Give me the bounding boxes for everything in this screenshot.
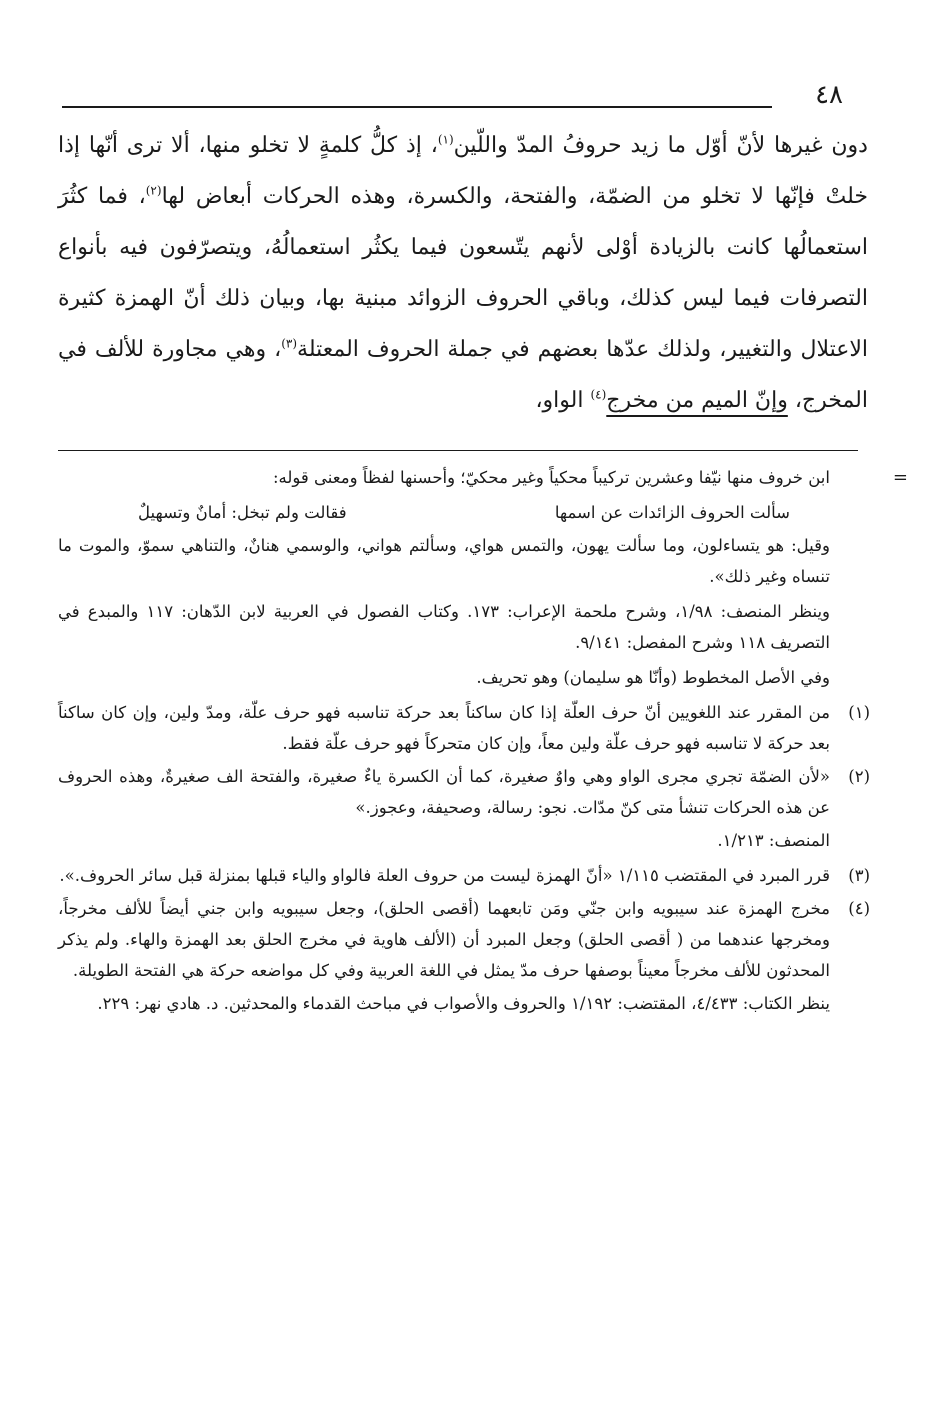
body-segment-3: ، فما كثُرَ استعمالُها كانت بالزيادة أوْلى لأنهم يتّسعون فيما يكثُر استعمالُهُ، ويتصرّفون فيه بأنواع التصرفات فيما ليس كذلك، وباقي الحروف الزوائد مبنية بها، وبيان ذلك أنّ الهمزة كثيرة الاعتلال والتغيير، ولذلك عدّها بعضهم في جملة الحروف المعتلة xyxy=(58,184,868,362)
footnote-4 xyxy=(58,893,870,986)
footnote-ref-1[interactable]: (١) xyxy=(437,132,454,147)
footnote-2-text: «لأن الضمّة تجري مجرى الواو وهي واوٌ صغيرة، كما أن الكسرة ياءٌ صغيرة، والفتحة الف صغيرةٌ، وهذه الحروف عن هذه الحركات تنشأ متى كنّ مدّات. نجو: رسالة، وصحيفة، وعجوز.» xyxy=(58,767,830,817)
footnote-1-text: من المقرر عند اللغويين أنّ حرف العلّة إذا كان ساكناً بعد حركة تناسبه فهو حرف علّة، ومدّ ولين، وإن كان ساكناً بعد حركة لا تناسبه فهو حرف علّة ولين معاً، وإن كان متحركاً فهو حرف علّة فقط. xyxy=(58,703,830,753)
footnote-continuation-refs: وينظر المنصف: ١/٩٨، وشرح ملحمة الإعراب: ١٧٣. وكتاب الفصول في العربية لابن الدّهان: ١١٧ والمبدع في التصريف ١١٨ وشرح المفصل: ٩/١٤١. xyxy=(58,602,831,652)
footnotes xyxy=(58,462,908,1023)
continuation-intro-text: ابن خروف منها نيّفا وعشرين تركيباً محكياً وغير محكيّ؛ وأحسنها لفظاً ومعنى قوله: xyxy=(272,468,830,487)
continuation-mark: = xyxy=(892,467,908,488)
body-segment-4: ، وهي مجاورة للألف في المخرج، xyxy=(58,337,868,413)
body-segment-6: الواو، xyxy=(535,388,591,413)
footnote-2-number: (٢) xyxy=(848,767,870,786)
body-text xyxy=(58,120,868,426)
footnote-ref-4[interactable]: (٤) xyxy=(590,387,607,402)
footnote-3-number: (٣) xyxy=(848,866,870,885)
footnote-3-text: قرر المبرد في المقتضب ١/١١٥ «أنّ الهمزة ليست من حروف العلة فالواو والياء قبلها بمنزلة قبل سائر الحروف.». xyxy=(59,866,830,885)
footnote-1 xyxy=(58,697,870,759)
footnote-1-number: (١) xyxy=(848,703,870,722)
verse-hemistich-right: سألت الحروف الزائدات عن اسمها xyxy=(554,503,790,522)
footnote-2-reference: المنصف: ١/٢١٣. xyxy=(717,831,830,850)
footnote-ref-3[interactable]: (٣) xyxy=(281,336,298,351)
verse-line xyxy=(58,497,870,528)
footnote-continuation-said: وقيل: هو يتساءلون، وما سألت يهون، والتمس هواي، وسألتم هواني، والوسمي هنانٌ، والتناهي سموّ، والموت ما تنساه وغير ذلك». xyxy=(58,536,830,586)
body-segment-1: دون غيرها لأنّ أوّل ما زيد حروفُ المدّ واللّين xyxy=(453,133,868,158)
footnote-rule xyxy=(58,450,858,451)
footnote-ref-2[interactable]: (٢) xyxy=(145,183,162,198)
footnote-continuation-manuscript: وفي الأصل المخطوط (وأنّا هو سليمان) وهو تحريف. xyxy=(476,668,830,687)
footnote-4-number: (٤) xyxy=(848,899,870,918)
footnote-2 xyxy=(58,761,870,823)
footnote-4-reference: ينظر الكتاب: ٤/٤٣٣، المقتضب: ١/١٩٢ والحروف والأصواب في مباحث القدماء والمحدثين. د. هادي نهر: ٢٢٩. xyxy=(97,994,830,1013)
footnote-4-text: مخرج الهمزة عند سيبويه وابن جنّي ومَن تابعهما (أقصى الحلق)، وجعل سيبويه وابن جني أيضاً للألف مخرجاً، ومخرجها عندهما من ( أقصى الحلق) وجعل المبرد أن (الألف هاوية في مخرج الحلق بعد الهمزة والهاء. ولم يذكر المحدثون للألف مخرجاً معيناً بوصفها حرف مدّ يمثل في اللغة العربية وفي كل مواضعه حركة هي الفتحة الطويلة. xyxy=(58,899,830,980)
footnote-3 xyxy=(58,860,870,891)
body-segment-underlined: وإنّ الميم من مخرج xyxy=(606,388,788,413)
verse-hemistich-left: فقالت ولم تبخل: أمانٌ وتسهيلٌ xyxy=(138,503,347,522)
header-rule xyxy=(62,106,772,108)
body-segment-2: ، إذ كلُّ كلمةٍ لا تخلو منها، ألا ترى أنّها إذا خلتْ فإنّها لا تخلو من الضمّة، والفتحة، والكسرة، وهذه الحركات أبعاض لها xyxy=(58,133,869,209)
page-number: ٤٨ xyxy=(815,80,843,110)
footnote-continuation-intro xyxy=(58,462,908,493)
